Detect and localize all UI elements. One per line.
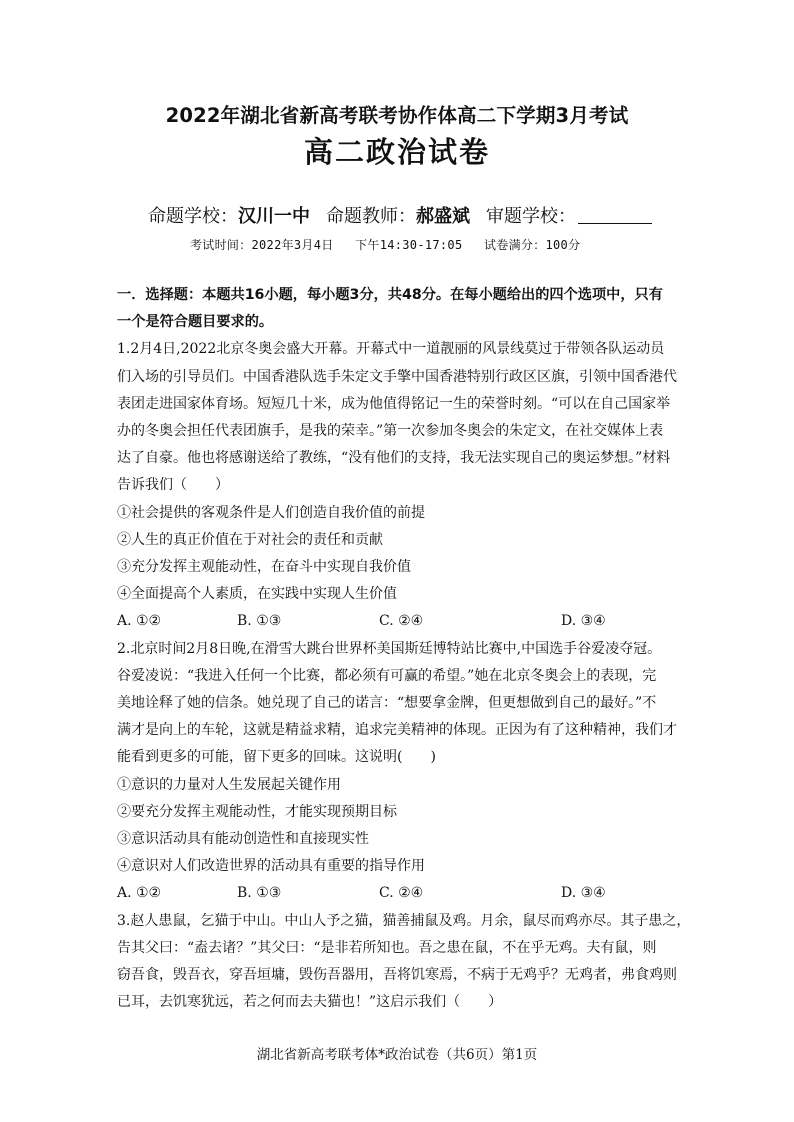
section-heading-cont: 一个是符合题目要求的。 [117, 314, 274, 331]
question-text-line: 美地诠释了她的信条。她兑现了自己的诺言：“想要拿金牌，但更想做到自己的最好。”不 [117, 695, 657, 712]
question-1 [117, 336, 683, 635]
option-d: D. ③④ [561, 613, 606, 630]
option-a: A. ①② [117, 613, 162, 630]
teacher-label: 命题教师： [326, 206, 416, 227]
statement: ①社会提供的客观条件是人们创造自我价值的前提 [117, 504, 425, 521]
school-label: 命题学校： [148, 206, 238, 227]
question-text-line: 3.赵人患鼠，乞猫于中山。中山人予之猫，猫善捕鼠及鸡。月余，鼠尽而鸡亦尽。其子患之， [117, 912, 691, 929]
exam-title: 2022年湖北省新高考联考协作体高二下学期3月考试 [165, 104, 629, 127]
question-text-line: 告诉我们（ ） [117, 477, 229, 494]
statement: ①意识的力量对人生发展起关键作用 [117, 776, 341, 793]
answer-options [117, 608, 683, 635]
option-b: B. ①③ [237, 613, 282, 630]
option-b: B. ①③ [237, 885, 282, 902]
statement: ④全面提高个人素质，在实践中实现人生价值 [117, 586, 397, 603]
section-heading: 一．选择题：本题共16小题，每小题3分，共48分。在每小题给出的四个选项中，只有 [117, 287, 663, 303]
question-text-line: 表团走进国家体育场。短短几十米，成为他值得铭记一生的荣誉时刻。“可以在自己国家举 [117, 395, 671, 412]
exam-period: 下午14:30-17:05 [355, 238, 463, 252]
exam-score: 试卷满分：100分 [484, 238, 581, 252]
option-c: C. ②④ [379, 613, 424, 630]
teacher-name: 郝盛斌 [416, 206, 470, 227]
question-text-line: 达了自豪。他也将感谢送给了教练，“没有他们的支持，我无法实现自己的奥运梦想。”材料 [117, 450, 671, 467]
reviewer-label: 审题学校： [486, 206, 576, 227]
question-text-line: 2.北京时间2月8日晚,在滑雪大跳台世界杯美国斯廷博特站比赛中,中国选手谷爱凌夺冠。 [117, 640, 662, 657]
question-text-line: 谷爱凌说：“我进入任何一个比赛，都必须有可赢的希望。”她在北京冬奥会上的表现，完 [117, 667, 657, 684]
answer-options [117, 880, 683, 907]
question-text-line: 已耳，去饥寒犹远，若之何而去夫猫也！”这启示我们（ ） [117, 994, 503, 1011]
question-text-line: 满才是向上的车轮，这就是精益求精，追求完美精神的体现。正因为有了这种精神，我们才 [117, 722, 677, 739]
statement: ③意识活动具有能动创造性和直接现实性 [117, 831, 369, 848]
exam-time: 考试时间：2022年3月4日 [190, 238, 334, 252]
question-text-line: 1.2月4日,2022北京冬奥会盛大开幕。开幕式中一道靓丽的风景线莫过于带领各队运动员 [117, 341, 665, 358]
school-name: 汉川一中 [238, 206, 310, 227]
question-2 [117, 636, 683, 908]
statement: ②要充分发挥主观能动性，才能实现预期目标 [117, 803, 397, 820]
question-text-line: 能看到更多的可能，留下更多的回味。这说明( ) [117, 749, 436, 766]
question-text-line: 窃吾食，毁吾衣，穿吾垣墉，毁伤吾器用，吾将饥寒焉，不病于无鸡乎？无鸡者，弗食鸡则 [117, 967, 677, 984]
author-line [148, 202, 652, 228]
statement: ③充分发挥主观能动性，在奋斗中实现自我价值 [117, 559, 411, 576]
reviewer-blank [578, 207, 652, 224]
exam-info [190, 236, 594, 253]
exam-body [117, 282, 691, 1016]
question-text-line: 告其父曰：“盍去诸？”其父曰：“是非若所知也。吾之患在鼠，不在乎无鸡。夫有鼠，则 [117, 939, 657, 956]
option-d: D. ③④ [561, 885, 606, 902]
question-text-line: 办的冬奥会担任代表团旗手，是我的荣幸。”第一次参加冬奥会的朱定文，在社交媒体上表 [117, 423, 664, 440]
page-footer: 湖北省新高考联考体*政治试卷（共6页）第1页 [256, 1047, 538, 1063]
question-text-line: 们入场的引导员们。中国香港队选手朱定文手擎中国香港特别行政区区旗，引领中国香港代 [117, 368, 677, 385]
statement: ④意识对人们改造世界的活动具有重要的指导作用 [117, 858, 425, 875]
question-3 [117, 908, 691, 1017]
option-a: A. ①② [117, 885, 162, 902]
exam-subtitle: 高二政治试卷 [303, 135, 490, 169]
option-c: C. ②④ [379, 885, 424, 902]
statement: ②人生的真正价值在于对社会的责任和贡献 [117, 531, 383, 548]
